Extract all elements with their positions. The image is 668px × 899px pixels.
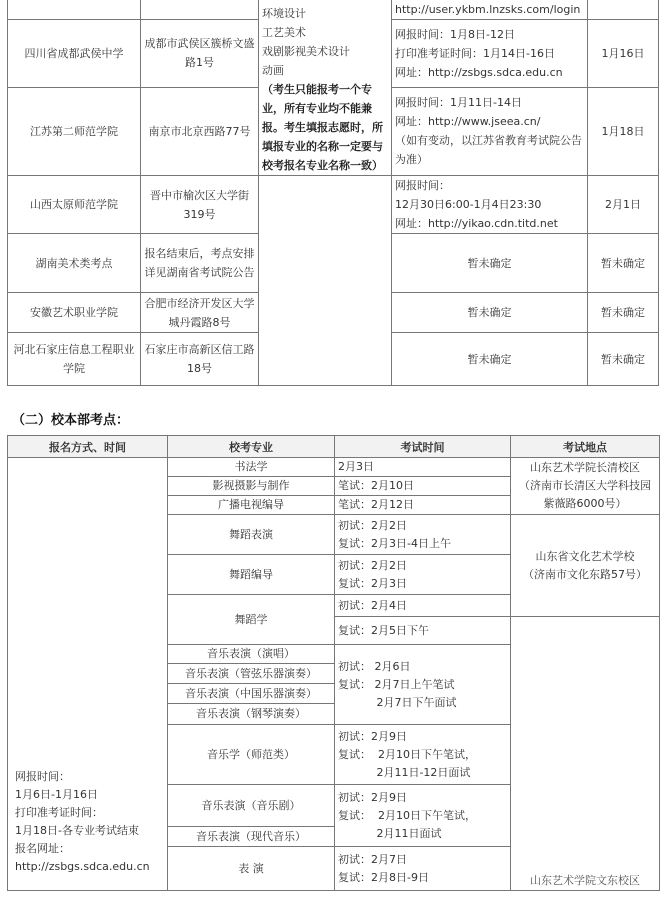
section-heading: （二）校本部考点： <box>12 413 130 428</box>
site-address: 石家庄市高新区信工路18号 <box>141 333 259 386</box>
time-line: 初试：2月9日 <box>338 790 407 804</box>
exam-date: 2月1日 <box>588 176 659 234</box>
major-name: 音乐表演（现代音乐） <box>168 827 335 847</box>
time-line: 复试：2月3日-4日上午 <box>338 536 451 550</box>
major-item: 戏剧影视美术设计 <box>262 45 350 58</box>
site-address: 成都市武侯区簇桥文盛路1号 <box>141 19 259 87</box>
major-item: 工艺美术 <box>262 26 306 39</box>
registration-cell <box>8 458 168 891</box>
exam-location <box>511 458 660 515</box>
time-line: 2月7日下午面试 <box>338 695 457 709</box>
url-text: http://user.ykbm.lnzsks.com/login <box>395 2 581 16</box>
time-line: 初试：2月2日 <box>338 518 407 532</box>
info-line: 网址：http://zsbgs.sdca.edu.cn <box>395 65 563 79</box>
exam-time <box>335 725 511 785</box>
major-name: 音乐表演（音乐剧） <box>168 785 335 827</box>
site-name: 江苏第二师范学院 <box>8 87 141 175</box>
major-name: 表 演 <box>168 847 335 891</box>
majors-cell <box>259 0 392 176</box>
site-address: 报名结束后，考点安排详见湖南省考试院公告 <box>141 234 259 293</box>
major-name: 书法学 <box>168 458 335 477</box>
site-name: 安徽艺术职业学院 <box>8 293 141 333</box>
exam-time: 笔试：2月12日 <box>335 496 511 515</box>
major-name: 音乐表演（钢琴演奏） <box>168 704 335 725</box>
site-info <box>392 19 588 87</box>
major-item: 动画 <box>262 64 284 77</box>
time-line: 2月11日面试 <box>338 826 442 840</box>
major-name: 音乐表演（演唱） <box>168 645 335 664</box>
info-line: 网址：http://www.jseea.cn/ <box>395 115 541 129</box>
time-line: 初试： 2月6日 <box>338 659 411 673</box>
registration-line: http://zsbgs.sdca.edu.cn <box>15 860 150 873</box>
major-name: 影视摄影与制作 <box>168 477 335 496</box>
site-info: 暂未确定 <box>392 234 588 293</box>
info-line: （如有变动，以江苏省教育考试院公告为准） <box>395 134 582 167</box>
site-info: 暂未确定 <box>392 333 588 386</box>
time-line: 2月11日-12日面试 <box>338 765 471 779</box>
registration-line: 报名网址： <box>15 842 70 855</box>
site-name: 四川省成都武侯中学 <box>8 19 141 87</box>
time-line: 初试：2月2日 <box>338 558 407 572</box>
exam-date: 暂未确定 <box>588 234 659 293</box>
exam-sites-table-external <box>7 0 659 386</box>
site-address: 南京市北京西路77号 <box>141 87 259 175</box>
time-line: 初试：2月9日 <box>338 729 407 743</box>
registration-line: 1月6日-1月16日 <box>15 788 98 801</box>
exam-time <box>335 645 511 725</box>
registration-line: 打印准考证时间： <box>15 806 103 819</box>
table-header-row <box>8 436 660 458</box>
site-name: 山西太原师范学院 <box>8 176 141 234</box>
exam-time: 复试：2月5日下午 <box>335 617 511 645</box>
exam-time <box>335 785 511 847</box>
major-name: 舞蹈表演 <box>168 515 335 555</box>
majors-note: （考生只能报考一个专业，所有专业均不能兼报。考生填报志愿时，所填报专业的名称一定要与校考报名专业名称一致） <box>262 83 383 172</box>
table-row <box>8 458 660 477</box>
site-name: 湖南美术类考点 <box>8 234 141 293</box>
time-line: 复试：2月8日-9日 <box>338 870 429 884</box>
exam-time <box>335 515 511 555</box>
exam-location <box>511 515 660 617</box>
info-line: 网报时间：1月8日-12日 <box>395 27 515 41</box>
site-address: 晋中市榆次区大学街319号 <box>141 176 259 234</box>
location-line: （济南市长清区大学科技园紫薇路6000号） <box>519 479 651 510</box>
column-header: 考试地点 <box>511 436 660 458</box>
time-line: 复试： 2月10日下午笔试， <box>338 747 476 761</box>
exam-time <box>335 555 511 595</box>
site-info <box>392 176 588 234</box>
url-cell <box>392 0 588 19</box>
site-address: 合肥市经济开发区大学城丹霞路8号 <box>141 293 259 333</box>
column-header: 报名方式、时间 <box>8 436 168 458</box>
major-name: 广播电视编导 <box>168 496 335 515</box>
table-row <box>8 176 659 234</box>
time-line: 复试： 2月10日下午笔试， <box>338 808 476 822</box>
info-line: 12月30日6:00-1月4日23:30 <box>395 198 542 211</box>
major-name: 舞蹈学 <box>168 595 335 645</box>
exam-sites-table-campus <box>7 435 660 891</box>
registration-line: 1月18日-各专业考试结束 <box>15 824 139 837</box>
registration-line: 网报时间： <box>15 770 70 783</box>
info-line: 网报时间： <box>395 179 450 192</box>
column-header: 校考专业 <box>168 436 335 458</box>
exam-date: 暂未确定 <box>588 333 659 386</box>
location-line: 山东艺术学院文东校区 <box>530 874 640 887</box>
exam-time: 初试：2月4日 <box>335 595 511 617</box>
site-name: 河北石家庄信息工程职业学院 <box>8 333 141 386</box>
exam-date: 1月16日 <box>588 19 659 87</box>
exam-location <box>511 617 660 891</box>
time-line: 复试：2月3日 <box>338 576 407 590</box>
info-line: 打印准考证时间：1月14日-16日 <box>395 46 555 60</box>
time-line: 复试： 2月7日上午笔试 <box>338 677 455 691</box>
major-name: 音乐学（师范类） <box>168 725 335 785</box>
major-name: 音乐表演（管弦乐器演奏） <box>168 664 335 684</box>
location-line: 山东省文化艺术学校 <box>535 549 635 563</box>
time-line: 初试：2月7日 <box>338 852 407 866</box>
info-line: 网报时间：1月11日-14日 <box>395 96 522 110</box>
majors-cell-empty <box>259 176 392 386</box>
exam-date: 暂未确定 <box>588 293 659 333</box>
major-name: 舞蹈编导 <box>168 555 335 595</box>
table-row <box>8 0 659 19</box>
exam-time: 2月3日 <box>335 458 511 477</box>
major-name: 音乐表演（中国乐器演奏） <box>168 684 335 704</box>
exam-time <box>335 847 511 891</box>
column-header: 考试时间 <box>335 436 511 458</box>
site-info <box>392 87 588 175</box>
location-line: 山东艺术学院长清校区 <box>530 461 640 474</box>
exam-time: 笔试：2月10日 <box>335 477 511 496</box>
major-item: 环境设计 <box>262 7 306 20</box>
location-line: （济南市文化东路57号） <box>523 567 647 581</box>
site-info: 暂未确定 <box>392 293 588 333</box>
info-line: 网址：http://yikao.cdn.titd.net <box>395 217 558 230</box>
exam-date: 1月18日 <box>588 87 659 175</box>
